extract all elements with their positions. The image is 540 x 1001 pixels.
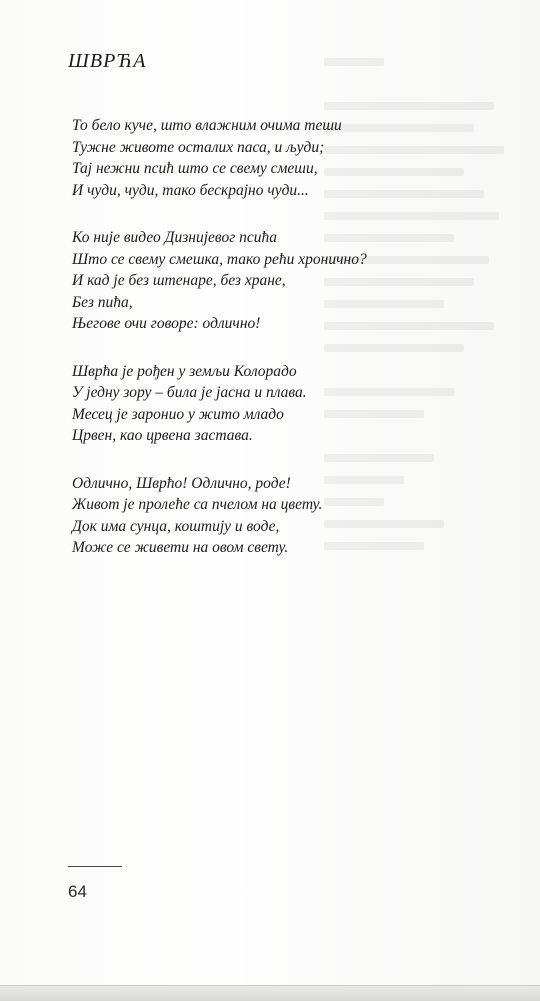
poem-title: ШВРЋА <box>68 50 147 72</box>
stanza-4 <box>72 473 492 559</box>
poem-body <box>72 115 492 585</box>
poem-line: Месец је заронио у жито младо <box>72 405 284 423</box>
stanza-1 <box>72 115 492 201</box>
poem-line: Ко није видео Дизнијевог псића <box>72 229 277 246</box>
poem-line: И кад је без штенаре, без хране, <box>72 272 286 289</box>
poem-line: Док има сунца, коштију и воде, <box>72 517 280 535</box>
footer-rule <box>68 866 122 867</box>
poem-line: У једну зору – била је јасна и плава. <box>72 384 307 401</box>
poem-line: Живот је пролеће са пчелом на цвету. <box>72 496 323 513</box>
poem-line: Његове очи говоре: одлично! <box>72 315 261 332</box>
poem-line: То бело куче, што влажним очима теши <box>72 117 342 134</box>
poem-line: Што се свему смешка, тако рећи хронично? <box>72 250 367 268</box>
poem-line: Одлично, Шврћо! Одлично, роде! <box>72 474 291 492</box>
poem-line: Црвен, као црвена застава. <box>72 427 253 444</box>
poem-line: Тужне животе осталих паса, и људи; <box>72 138 325 156</box>
poem-line: Може се живети на овом свету. <box>72 539 289 556</box>
poem-line: И чуди, чуди, тако бескрајно чуди... <box>72 181 309 199</box>
page-edge <box>0 985 540 1001</box>
page-number: 64 <box>68 882 87 901</box>
poem-line: Шврћа је рођен у земљи Колорадо <box>72 362 297 380</box>
poem-line: Без пића, <box>72 293 133 311</box>
stanza-3 <box>72 361 492 447</box>
stanza-2 <box>72 227 492 335</box>
poem-line: Тај нежни псић што се свему смеши, <box>72 160 318 177</box>
